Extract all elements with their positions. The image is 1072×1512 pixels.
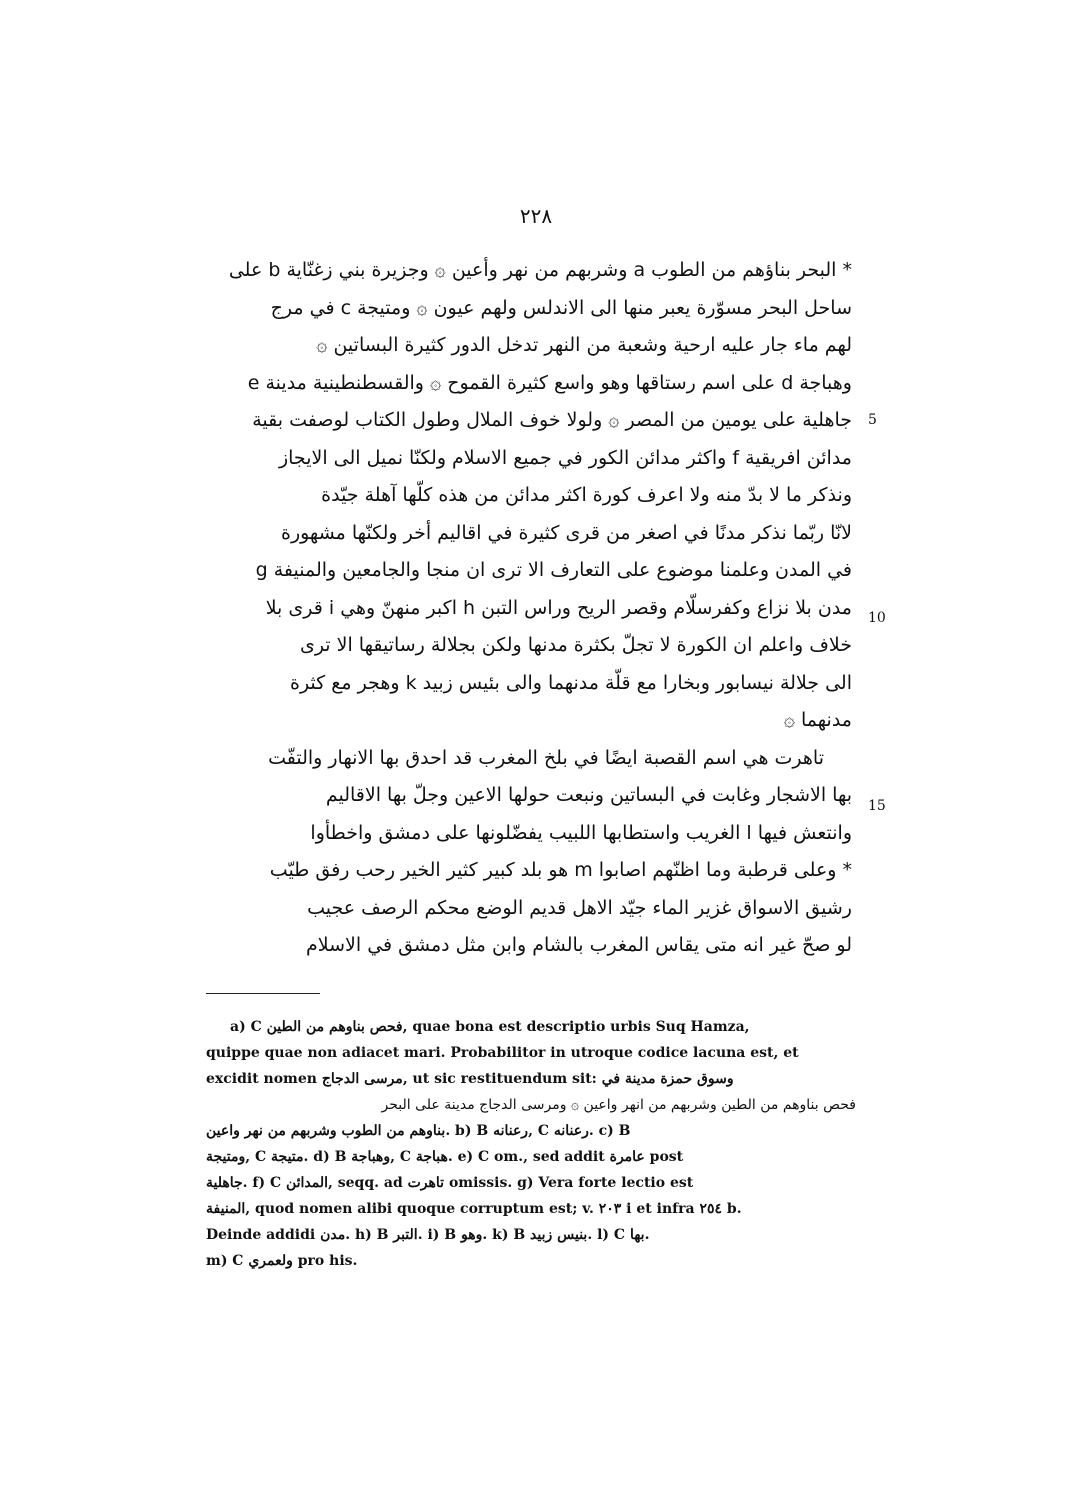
text-line: في المدن وعلمنا موضوع على التعارف الا ترى ان منجا والجامعين والمنيفة g xyxy=(255,559,852,581)
text-line: الى جلالة نيسابور وبخارا مع قلّة مدنهما والى بئيس زبيد k وهجر مع كثرة xyxy=(289,671,852,694)
text-line: لو صحّ غير انه متى يقاس المغرب بالشام وابن مثل دمشق في الاسلام xyxy=(306,934,852,956)
text-line: بها الاشجار وغابت في البساتين ونبعت حولها الاعين وجلّ بها الاقاليم xyxy=(325,784,852,806)
text-line: * وعلى قرطبة وما اظنّهم اصابوا m هو بلد كبير كثير الخير رحب رفق طيّب xyxy=(269,859,852,881)
text-line: مدنهما ۞ xyxy=(783,709,852,731)
footnote-line: m) C ولعمري pro his. xyxy=(206,1253,358,1269)
footnote-line: ومتيجة, C متيجة. d) B وهباجة, C هباجة. e) C om., sed addit عامرة post xyxy=(206,1149,684,1165)
text-line: رشيق الاسواق غزير الماء جيّد الاهل قديم الوضع محكم الرصف عجيب xyxy=(307,896,852,919)
text-line: مدن بلا نزاع وكفرسلّام وقصر الريح وراس التبن h اكبر منهنّ وهي i قرى بلا xyxy=(265,596,852,619)
line-number-5: 5 xyxy=(868,412,877,428)
main-text xyxy=(212,252,852,965)
line-number-10: 10 xyxy=(868,610,886,626)
footnote-line: quippe quae non adiacet mari. Probabilitor in utroque codice lacuna est, et xyxy=(206,1045,799,1061)
footnote-line: المنيفة, quod nomen alibi quoque corruptum est; v. ٢٠٣ i et infra ٢٥٤ b. xyxy=(206,1201,742,1217)
text-line: وهباجة d على اسم رستاقها وهو واسع كثيرة القموح ۞ والقسطنطينية مدينة e xyxy=(247,371,852,394)
text-line: خلاف واعلم ان الكورة لا تجلّ بكثرة مدنها ولكن بجلالة رساتيقها الا ترى xyxy=(299,634,852,656)
footnote-line: جاهلية. f) C المدائن, seqq. ad تاهرت omissis. g) Vera forte lectio est xyxy=(206,1175,694,1191)
text-line: ونذكر ما لا بدّ منه ولا اعرف كورة اكثر مدائن من هذه كلّها آهلة جيّدة xyxy=(321,484,852,506)
text-line: * البحر بناؤهم من الطوب a وشربهم من نهر وأعين ۞ وجزيرة بني زغنّاية b على xyxy=(228,259,852,281)
footnote-line: excidit nomen مرسى الدجاج, ut sic restituendum sit: وسوق حمزة مدينة في xyxy=(206,1071,734,1087)
text-line: جاهلية على يومين من المصر ۞ ولولا خوف الملال وطول الكتاب لوصفت بقية xyxy=(252,409,852,431)
text-line: لانّا ربّما نذكر مدنًا في اصغر من قرى كثيرة في اقاليم أخر ولكنّها مشهورة xyxy=(280,521,852,544)
footnote-line: Deinde addidi مدن. h) B التبر. i) B وهو. k) B بنيس زبيد. l) C بها. xyxy=(206,1227,650,1243)
footnotes xyxy=(206,1014,856,1274)
text-line: ساحل البحر مسوّرة يعبر منها الى الاندلس ولهم عيون ۞ ومتيجة c في مرج xyxy=(270,296,852,319)
footnote-divider xyxy=(206,993,320,994)
line-number-15: 15 xyxy=(868,798,886,814)
text-line: تاهرت هي اسم القصبة ايضًا في بلخ المغرب قد احدق بها الانهار والتفّت xyxy=(268,746,824,769)
footnote-line: فحص بناوهم من الطين وشربهم من انهر واعين ۞ ومرسى الدجاج مدينة على البحر xyxy=(381,1097,856,1113)
footnote-line: بناوهم من الطوب وشربهم من نهر واعين. b) B رعنانه, C رعنانه. c) B xyxy=(206,1123,631,1139)
text-line: لهم ماء جار عليه ارحية وشعبة من النهر تدخل الدور كثيرة البساتين ۞ xyxy=(316,334,852,356)
text-line: وانتعش فيها l الغريب واستطابها اللبيب يفضّلونها على دمشق واخطأوا xyxy=(310,821,852,844)
page-number: ٢٢٨ xyxy=(519,204,553,228)
text-line: مدائن افريقية f واكثر مدائن الكور في جميع الاسلام ولكنّا نميل الى الايجاز xyxy=(278,446,852,469)
footnote-line: a) C فحص بناوهم من الطين, quae bona est descriptio urbis Suq Hamza, xyxy=(230,1019,750,1035)
